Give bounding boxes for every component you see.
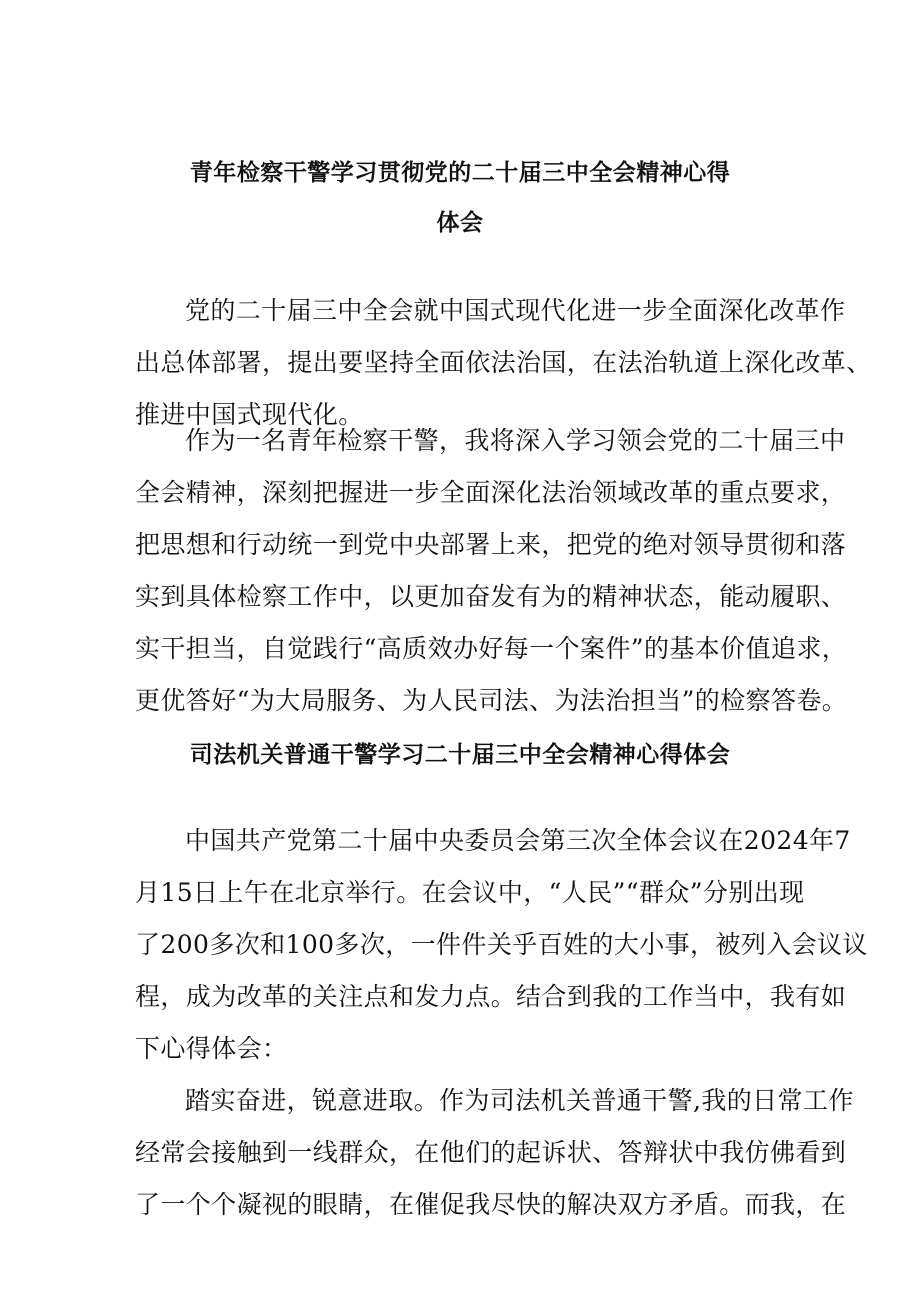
- text-line: 程，成为改革的关注点和发力点。结合到我的工作当中，我有如: [135, 982, 847, 1011]
- text-line: 下心得体会：: [135, 1034, 288, 1063]
- text-line: 把思想和行动统一到党中央部署上来，把党的绝对领导贯彻和落: [135, 530, 847, 559]
- article2-paragraph-1: [135, 815, 868, 1075]
- text-line: 经常会接触到一线群众，在他们的起诉状、答辩状中我仿佛看到: [135, 1138, 847, 1167]
- article1-title-line2: 体会: [436, 210, 484, 236]
- text-line: 党的二十届三中全会就中国式现代化进一步全面深化改革作: [185, 296, 846, 325]
- text-line: 中国共产党第二十届中央委员会第三次全体会议在2024年7: [185, 826, 851, 855]
- text-line: 作为一名青年检察干警，我将深入学习领会党的二十届三中: [185, 426, 846, 455]
- article2-title: 司法机关普通干警学习二十届三中全会精神心得体会: [189, 742, 731, 768]
- text-line: 更优答好“为大局服务、为人民司法、为法治担当”的检察答卷。: [135, 686, 848, 715]
- text-line: 出总体部署，提出要坚持全面依法治国，在法治轨道上深化改革、: [135, 348, 872, 377]
- text-line: 全会精神，深刻把握进一步全面深化法治领域改革的重点要求，: [135, 478, 847, 507]
- article2-paragraph-2: [135, 1075, 854, 1231]
- text-line: 月15日上午在北京举行。在会议中，“人民”“群众”分别出现: [135, 878, 805, 907]
- text-line: 了一个个凝视的眼睛，在催促我尽快的解决双方矛盾。而我，在: [135, 1190, 847, 1219]
- text-line: 推进中国式现代化。: [135, 400, 364, 429]
- article1-paragraph-2: [135, 415, 848, 727]
- text-line: 实到具体检察工作中，以更加奋发有为的精神状态，能动履职、: [135, 582, 847, 611]
- text-line: 实干担当，自觉践行“高质效办好每一个案件”的基本价值追求，: [135, 634, 848, 663]
- text-line: 了200多次和100多次，一件件关乎百姓的大小事，被列入会议议: [135, 930, 868, 959]
- text-line: 踏实奋进，锐意进取。作为司法机关普通干警,我的日常工作: [185, 1086, 854, 1115]
- article1-title-line1: 青年检察干警学习贯彻党的二十届三中全会精神心得: [189, 160, 731, 186]
